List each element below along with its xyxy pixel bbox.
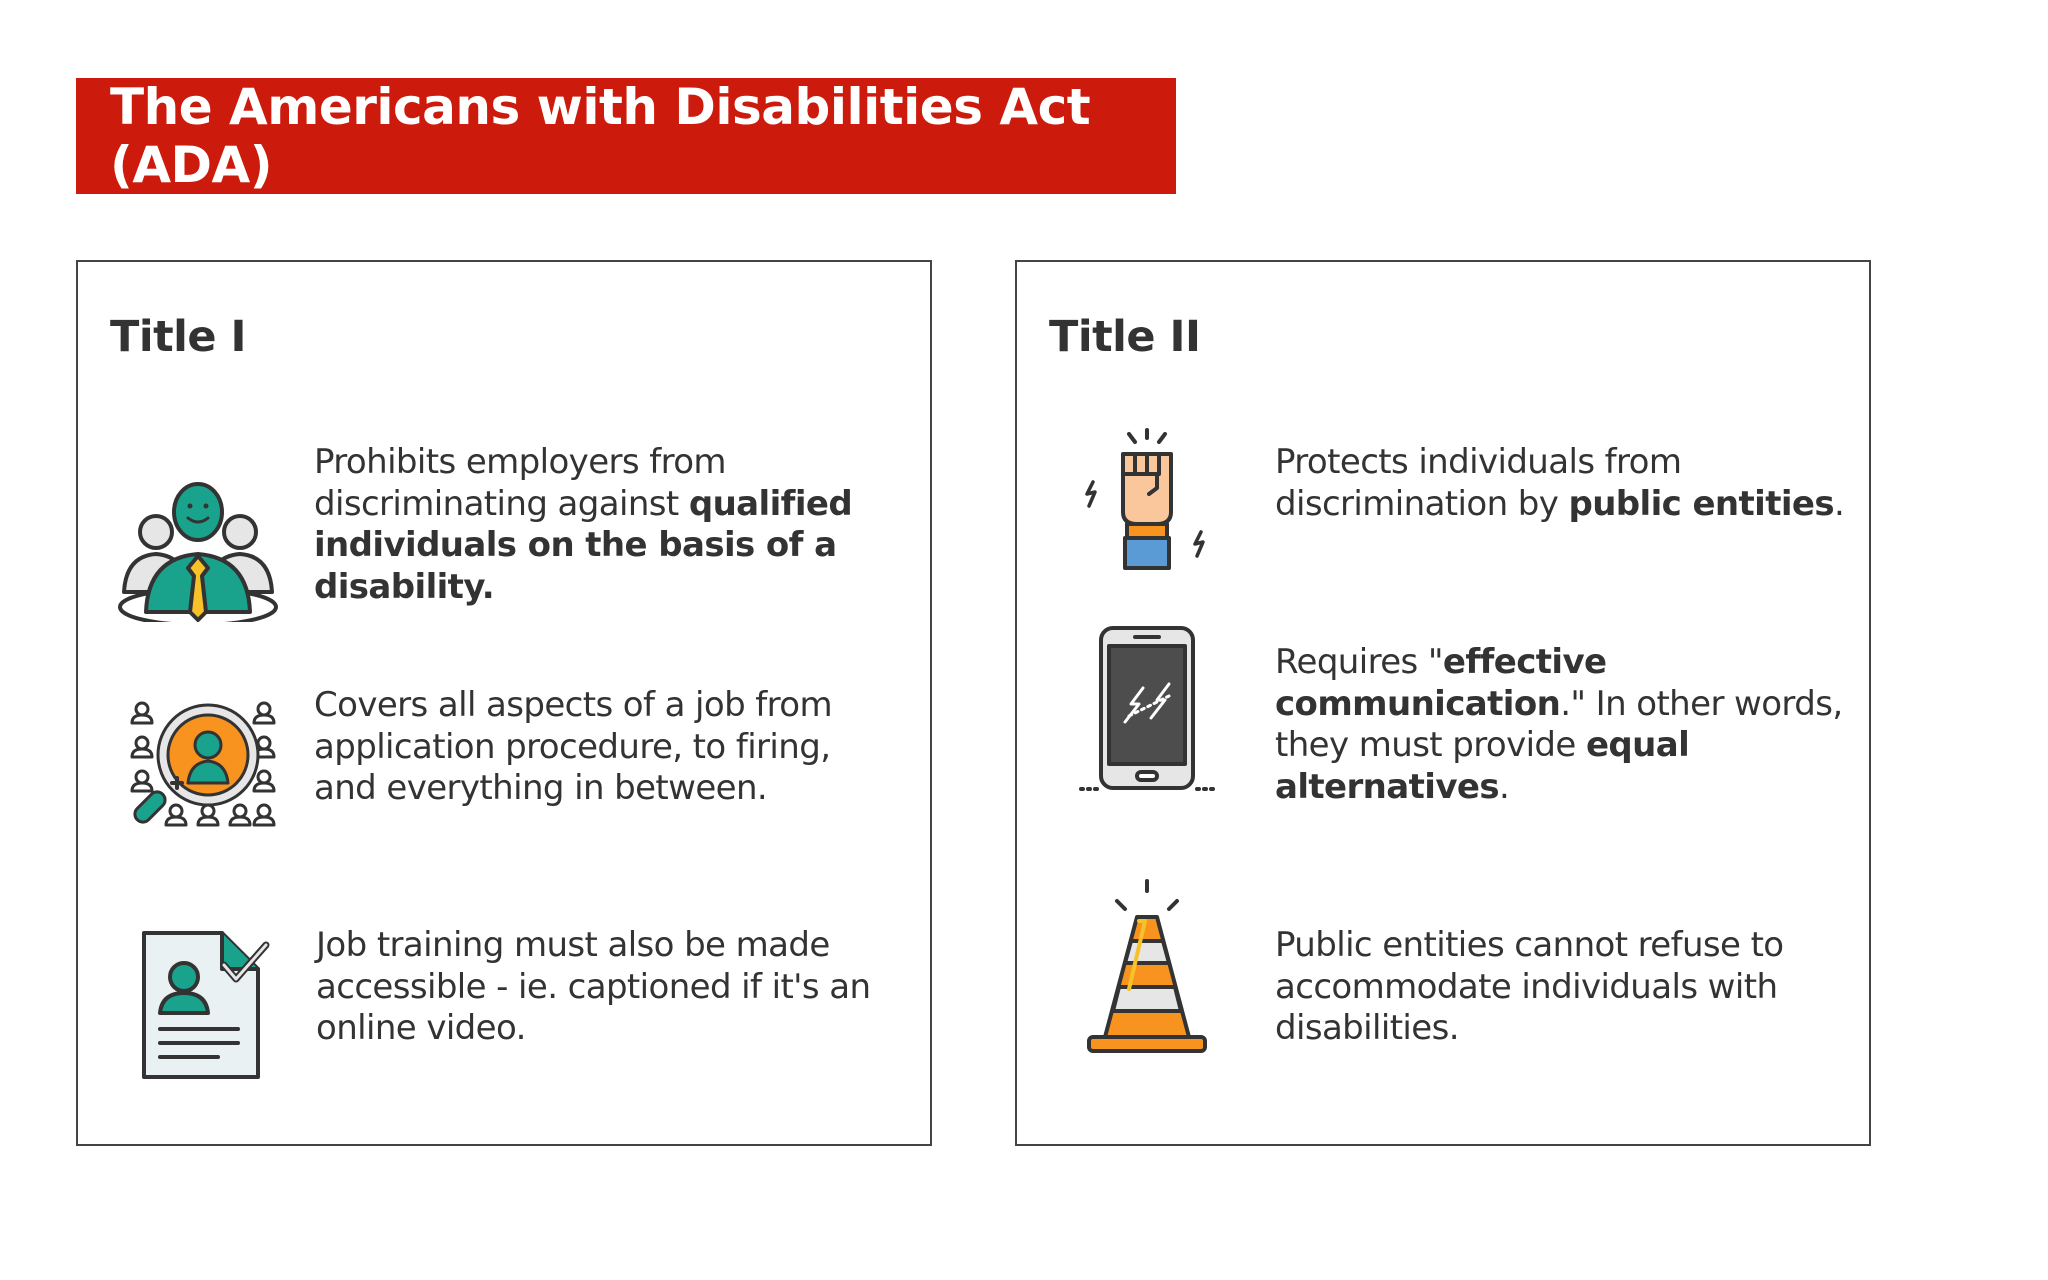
approved-resume-icon [138, 925, 278, 1085]
item-text: Job training must also be made accessible - ie. captioned if it's an online video. [316, 925, 871, 1048]
title-2-panel [1015, 260, 1871, 1146]
item-text: Requires "effective communication." In other words, they must provide equal alternatives. [1275, 642, 1843, 807]
item-text: Public entities cannot refuse to accommodate individuals with disabilities. [1275, 925, 1784, 1048]
item-text: Protects individuals from discrimination by public entities. [1275, 442, 1845, 524]
title-1-panel [76, 260, 932, 1146]
item-text: Covers all aspects of a job from application procedure, to firing, and everything in between. [314, 685, 832, 808]
employees-tie-icon [118, 472, 278, 622]
broken-phone-icon [1077, 622, 1217, 792]
panel-heading: Title II [1049, 312, 1201, 362]
search-candidate-icon [128, 695, 278, 845]
page-title: The Americans with Disabilities Act (ADA) [110, 78, 1091, 194]
raised-fist-icon [1077, 426, 1217, 594]
title-banner [76, 78, 1176, 194]
item-text: Prohibits employers from discriminating against qualified individuals on the basis of a disability. [314, 442, 853, 607]
panel-heading: Title I [110, 312, 246, 362]
traffic-cone-icon [1077, 877, 1217, 1057]
